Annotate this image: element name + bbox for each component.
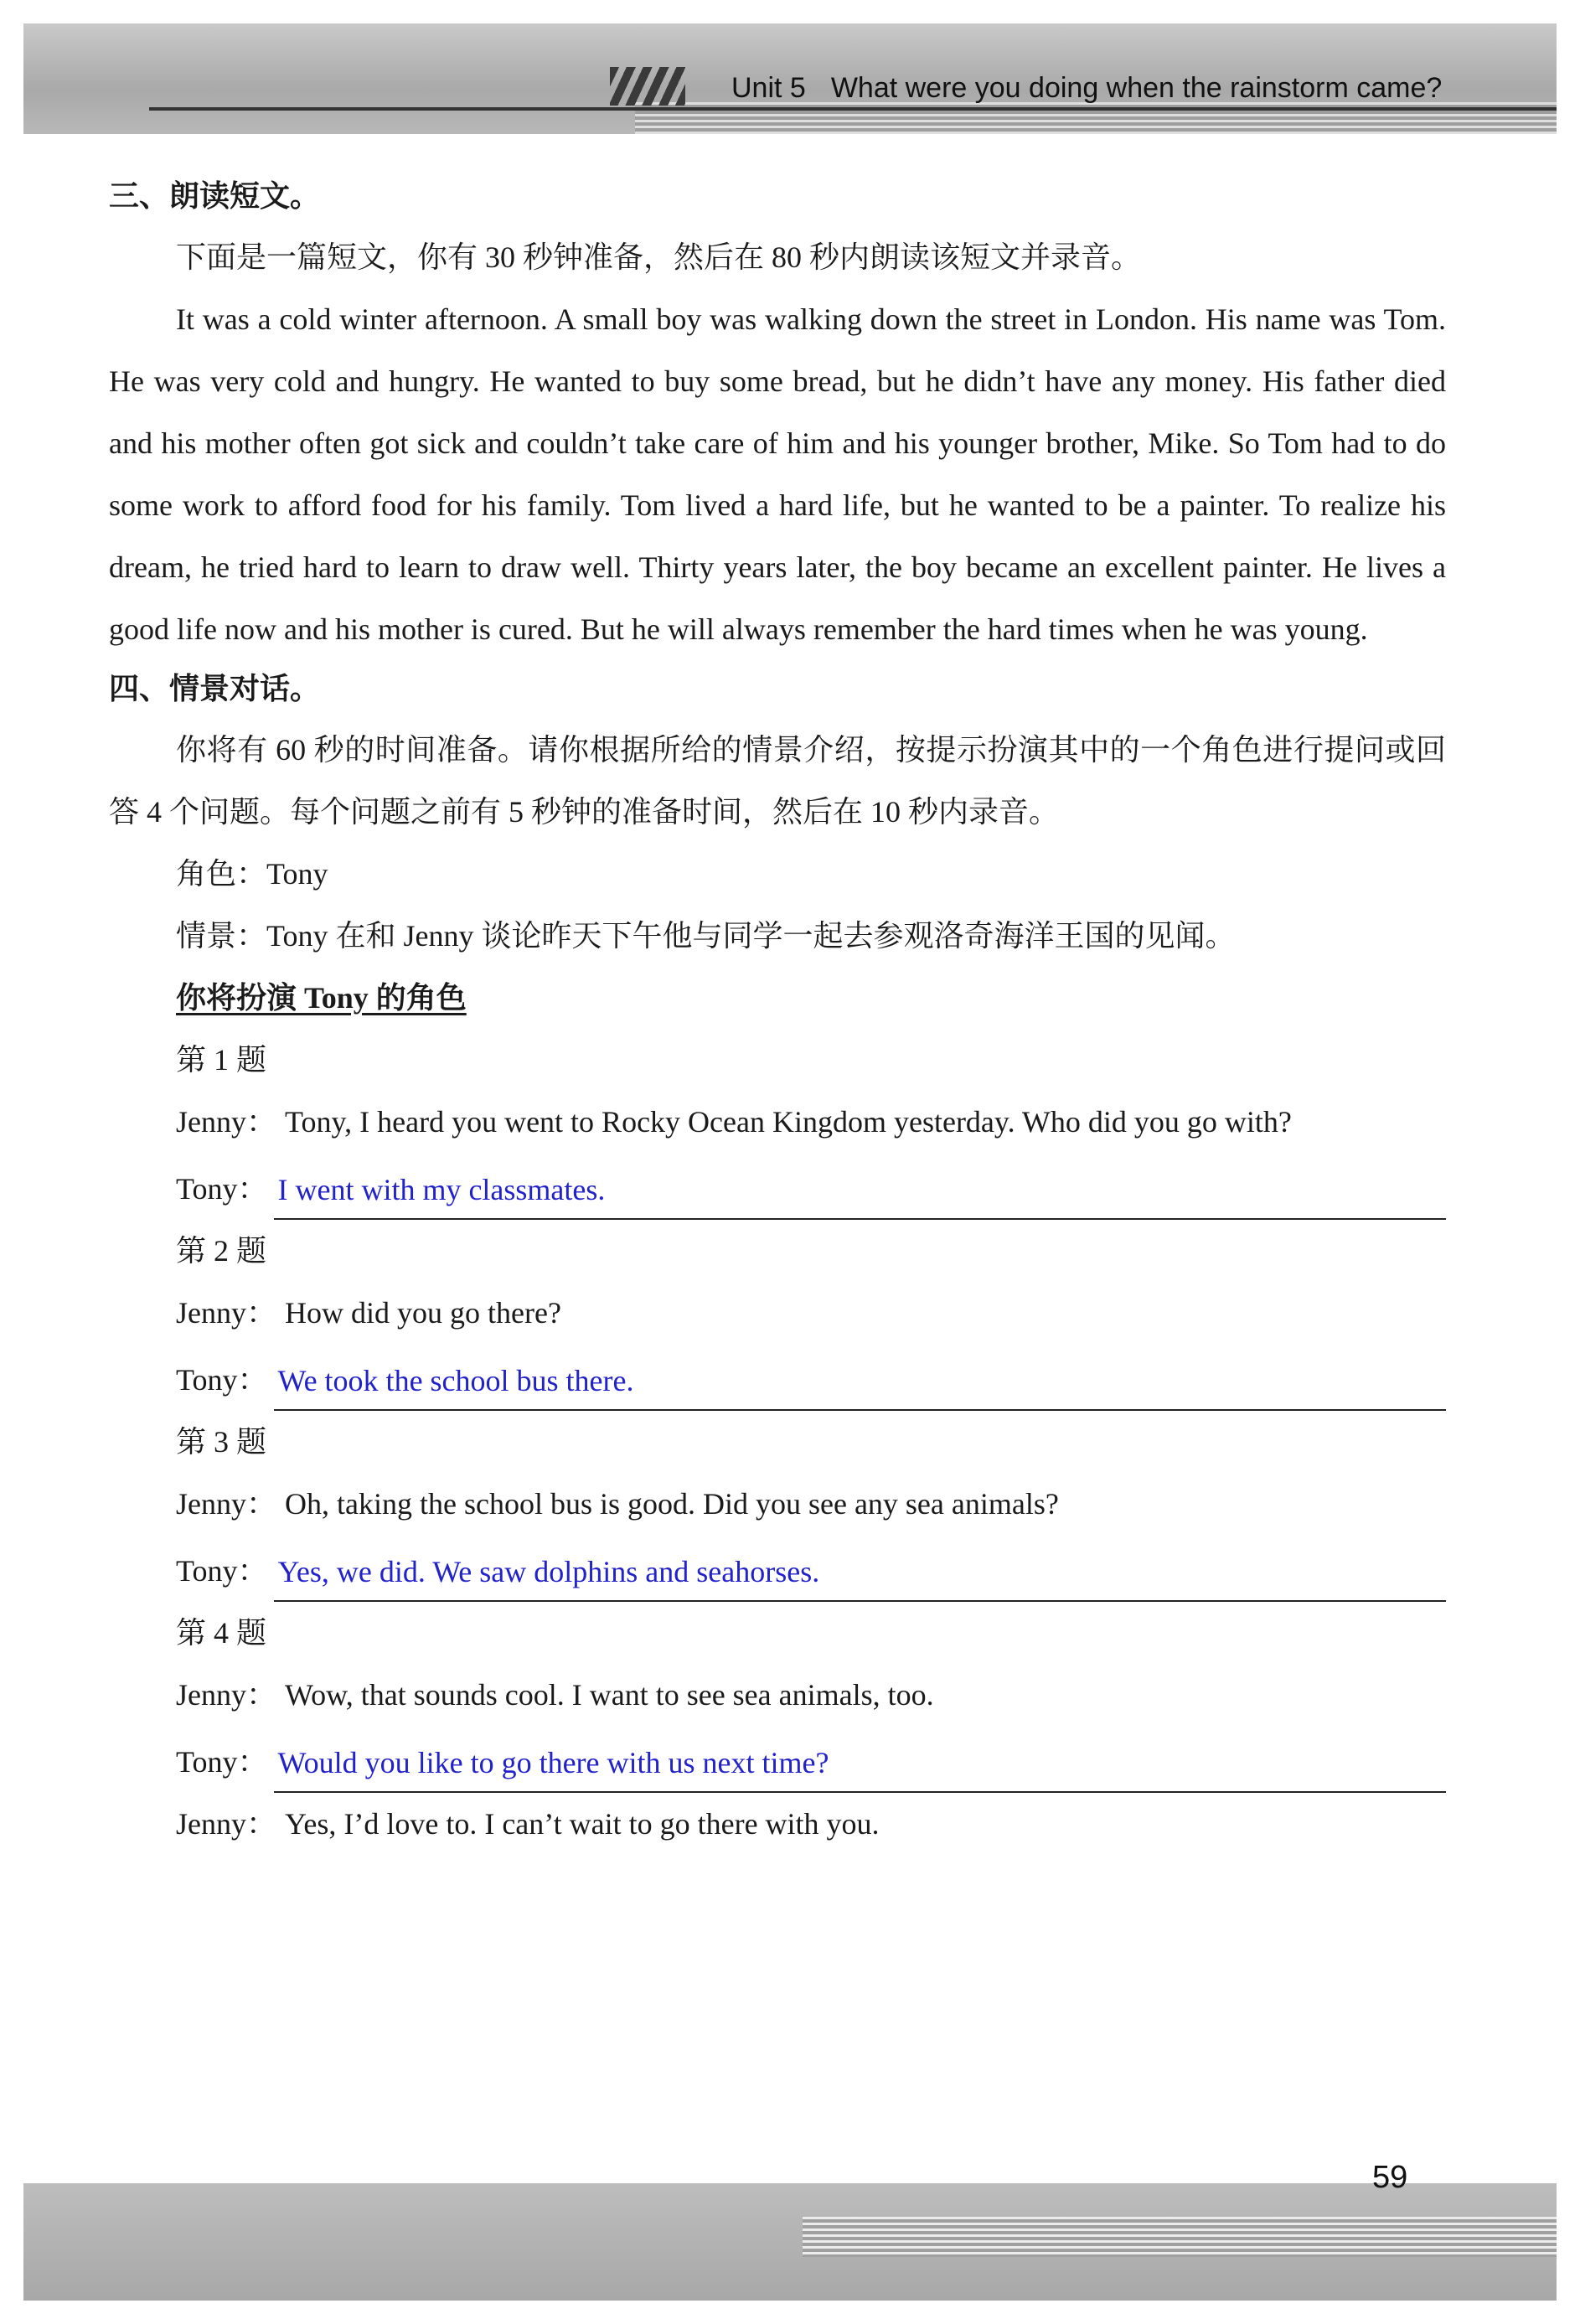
- role-line: 角色：Tony: [176, 857, 328, 891]
- answer-field[interactable]: I went with my classmates.: [274, 1168, 1446, 1220]
- speaker-jenny: Jenny：: [176, 1105, 276, 1139]
- section3-title: 三、朗读短文。: [109, 179, 321, 214]
- unit-title: [731, 72, 1442, 105]
- answer-field[interactable]: We took the school bus there.: [274, 1359, 1446, 1411]
- role-heading: 你将扮演 Tony 的角色: [176, 981, 467, 1015]
- jenny-speech: How did you go there?: [285, 1296, 561, 1330]
- jenny-line: [109, 1282, 1446, 1344]
- jenny-line: [109, 1473, 1446, 1535]
- speaker-tony: Tony：: [176, 1363, 268, 1397]
- jenny-closing-line: [109, 1793, 1446, 1855]
- answer-field[interactable]: Yes, we did. We saw dolphins and seahorses.: [274, 1550, 1446, 1602]
- tony-answer-row: [109, 1535, 1446, 1602]
- question-label: 第 3 题: [176, 1425, 267, 1459]
- page-content: [109, 168, 1446, 1855]
- jenny-line: [109, 1664, 1446, 1726]
- section3-instruction: 下面是一篇短文，你有 30 秒钟准备，然后在 80 秒内朗读该短文并录音。: [176, 240, 1142, 274]
- tony-answer-row: [109, 1153, 1446, 1220]
- question-label: 第 4 题: [176, 1616, 267, 1650]
- question-label: 第 2 题: [176, 1234, 267, 1268]
- jenny-speech: Tony, I heard you went to Rocky Ocean Kingdom yesterday. Who did you go with?: [285, 1105, 1292, 1139]
- speaker-jenny: Jenny：: [176, 1296, 276, 1330]
- page-footer: [23, 2183, 1557, 2301]
- jenny-speech: Oh, taking the school bus is good. Did you see any sea animals?: [285, 1487, 1059, 1521]
- page-header: [23, 23, 1557, 134]
- speaker-jenny: Jenny：: [176, 1678, 276, 1712]
- header-slash-decoration: [610, 67, 685, 106]
- answer-field[interactable]: Would you like to go there with us next time?: [274, 1741, 1446, 1793]
- speaker-tony: Tony：: [176, 1172, 268, 1206]
- page-number: 59: [1372, 2160, 1408, 2195]
- tony-answer-row: [109, 1726, 1446, 1793]
- speaker-tony: Tony：: [176, 1554, 268, 1588]
- scene-line: 情景：Tony 在和 Jenny 谈论昨天下午他与同学一起去参观洛奇海洋王国的见闻。: [176, 919, 1236, 953]
- question-label: 第 1 题: [176, 1043, 267, 1077]
- jenny-speech: Wow, that sounds cool. I want to see sea animals, too.: [285, 1678, 934, 1712]
- tony-answer-row: [109, 1344, 1446, 1411]
- footer-stripes: [803, 2217, 1557, 2257]
- unit-number: Unit 5: [731, 72, 806, 104]
- jenny-line: [109, 1091, 1446, 1153]
- section4-title: 四、情景对话。: [109, 672, 321, 706]
- jenny-closing-speech: Yes, I’d love to. I can’t wait to go there with you.: [285, 1807, 880, 1841]
- header-rule: [149, 107, 1557, 111]
- speaker-jenny: Jenny：: [176, 1487, 276, 1521]
- speaker-jenny: Jenny：: [176, 1807, 276, 1841]
- unit-question: What were you doing when the rainstorm came?: [830, 72, 1443, 104]
- section4-instruction: 你将有 60 秒的时间准备。请你根据所给的情景介绍，按提示扮演其中的一个角色进行提问或回答 4 个问题。每个问题之前有 5 秒钟的准备时间，然后在 10 秒内录音。: [109, 733, 1446, 829]
- reading-passage: It was a cold winter afternoon. A small boy was walking down the street in London. His name was Tom. He was very cold and hungry. He wanted to buy some bread, but he didn’t have any money. His father died and his mother often got sick and couldn’t take care of him and his younger brother, Mike. So Tom had to do some work to afford food for his family. Tom lived a hard life, but he wanted to be a painter. To realize his dream, he tried hard to learn to draw well. Thirty years later, the boy became an excellent painter. He lives a good life now and his mother is cured. But he will always remember the hard times when he was young.: [109, 302, 1446, 646]
- speaker-tony: Tony：: [176, 1745, 268, 1779]
